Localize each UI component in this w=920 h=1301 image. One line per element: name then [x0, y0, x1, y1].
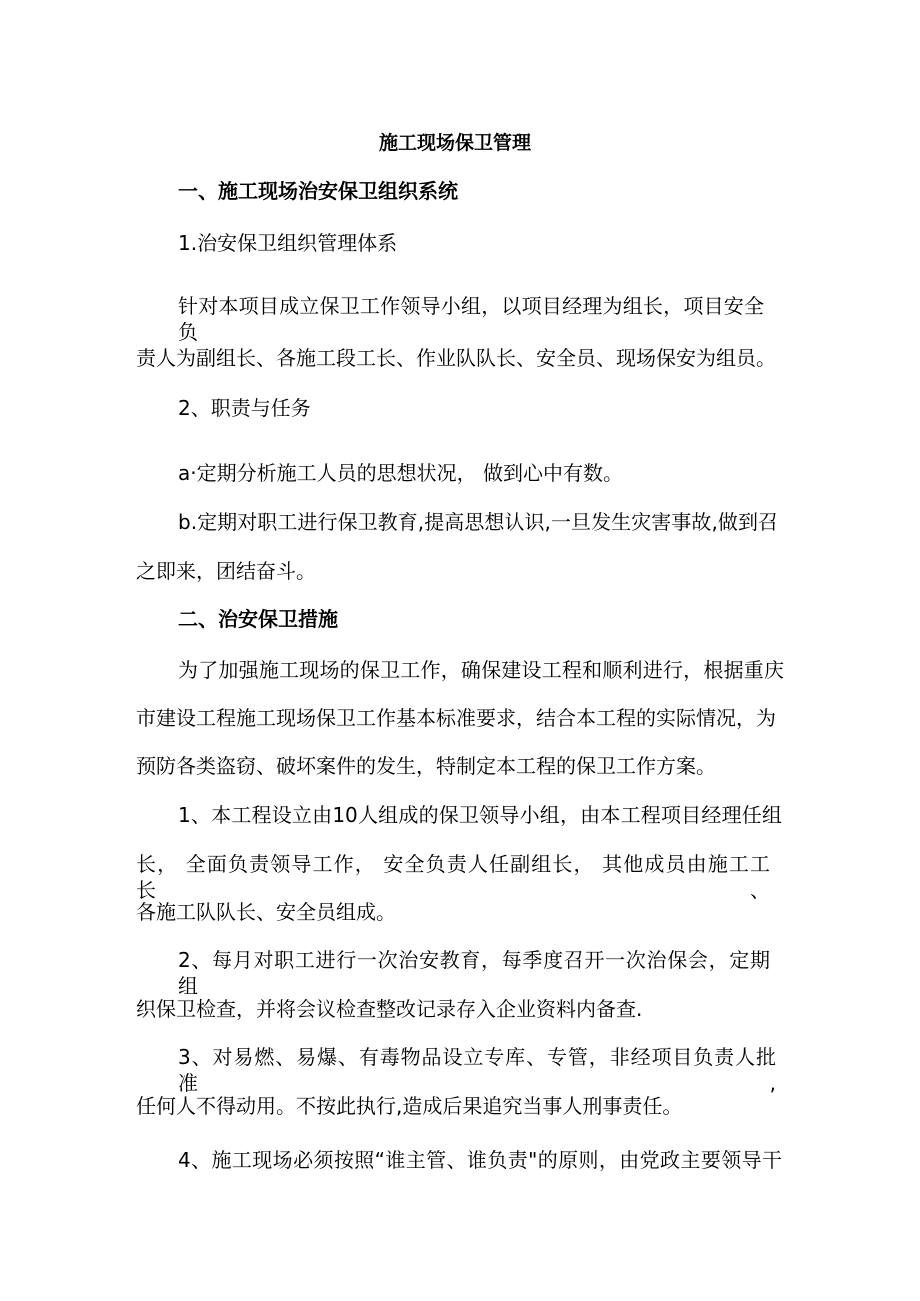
- measure-item2-line1: 2、每月对职工进行一次治安教育，每季度召开一次治保会，定期组: [178, 948, 770, 998]
- section2-intro-line1: 为了加强施工现场的保卫工作，确保建设工程和顺利进行，根据重庆: [178, 658, 784, 682]
- sub2-heading: 2、职责与任务: [178, 396, 311, 420]
- duty-item-a: a·定期分析施工人员的思想状况， 做到心中有数。: [178, 461, 623, 485]
- section1-heading: 一、施工现场治安保卫组织系统: [178, 179, 458, 203]
- sub1-heading: 1.治安保卫组织管理体系: [178, 231, 398, 255]
- duty-item-b-line1: b.定期对职工进行保卫教育,提高思想认识,一旦发生灾害事故,做到召: [178, 510, 778, 534]
- measure-item3-line1: 3、对易燃、易爆、有毒物品设立专库、专管，非经项目负责人批准,: [178, 1045, 776, 1095]
- duty-item-b-line2: 之即来，团结奋斗。: [136, 559, 316, 583]
- measure-item1-line1: 1、本工程设立由10人组成的保卫领导小组，由本工程项目经理任组: [178, 803, 782, 827]
- sub1-paragraph-line2: 责人为副组长、各施工段工长、作业队队长、安全员、现场保安为组员。: [136, 346, 776, 370]
- measure-item3-line2: 任何人不得动用。不按此执行,造成后果追究当事人刑事责任。: [136, 1094, 683, 1118]
- section2-intro-line2: 市建设工程施工现场保卫工作基本标准要求，结合本工程的实际情况，为: [136, 706, 776, 730]
- measure-item2-line2: 织保卫检查，并将会议检查整改记录存入企业资料内备查.: [136, 997, 643, 1021]
- measure-item4-line1: 4、施工现场必须按照“谁主管、谁负责"的原则，由党政主要领导干: [178, 1148, 782, 1172]
- section2-heading: 二、治安保卫措施: [178, 607, 338, 631]
- sub1-paragraph-line1: 针对本项目成立保卫工作领导小组，以项目经理为组长，项目安全负: [178, 294, 764, 344]
- section2-intro-line3: 预防各类盗窃、破坏案件的发生，特制定本工程的保卫工作方案。: [136, 754, 716, 778]
- measure-item1-line3: 各施工队队长、安全员组成。: [136, 900, 396, 924]
- measure-item1-line2: 长， 全面负责领导工作， 安全负责人任副组长， 其他成员由施工工长、: [136, 852, 770, 902]
- document-title: 施工现场保卫管理: [379, 132, 532, 154]
